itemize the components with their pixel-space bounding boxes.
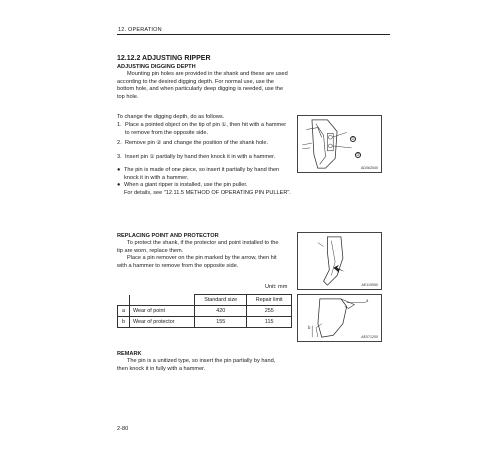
header-repair-limit: Repair limit	[247, 295, 292, 306]
table-unit: Unit: mm	[265, 284, 288, 290]
section-title: 12.12.2 ADJUSTING RIPPER	[117, 55, 211, 62]
subsection-title: ADJUSTING DIGGING DEPTH	[117, 64, 196, 70]
remark-title: REMARK	[117, 351, 142, 357]
remark-paragraph: The pin is a unitized type, so insert the pin partially by hand, then knock it in fully with a hammer.	[117, 358, 276, 372]
figure-code: AD062540	[361, 166, 378, 170]
note-2: ● When a giant ripper is installed, use the pin puller. For details, see "12.11.5 METHOD OF OPERATING PIN PULLER".	[117, 182, 291, 196]
figure-code: AE071200	[361, 335, 378, 339]
steps-lead: To change the digging depth, do as follows.	[117, 114, 225, 120]
subsection-title: REPLACING POINT AND PROTECTOR	[117, 233, 219, 239]
note-1: ● The pin is made of one piece, so insert it partially by hand then knock it in with a hammer.	[117, 167, 280, 181]
intro-line: Mounting pin holes are provided in the shank and these are used	[127, 71, 288, 77]
bullet-icon: ●	[117, 167, 121, 173]
intro-line: bottom hole, and when particularly deep digging is needed, use the	[117, 86, 284, 93]
intro-line: top hole.	[117, 93, 139, 100]
intro-line: according to the desired digging depth. For normal use, use the	[117, 78, 275, 85]
ripper-point-arrow-illustration	[298, 233, 381, 289]
figure-ripper-point	[297, 232, 382, 290]
wear-limit-table	[117, 294, 292, 328]
label-a: a	[366, 298, 369, 303]
step-1: 1. Place a pointed object on the tip of pin ①, then hit with a hammer to remove from the opposite side.	[117, 122, 302, 137]
figure-code: AE119550	[361, 283, 378, 287]
table-row: b Wear of protector 155 115	[118, 317, 292, 328]
step-text-cont: to remove from the opposite side.	[125, 129, 209, 136]
step-text: Remove pin ② and change the position of the shank hole.	[125, 140, 269, 146]
bullet-icon: ●	[117, 182, 121, 188]
header-standard-size: Standard size	[195, 295, 247, 306]
table-header-row	[118, 295, 292, 306]
figure-wear-dimensions	[297, 294, 382, 342]
callout-pin-2: ②	[356, 152, 360, 157]
figure-ripper-pins	[297, 115, 382, 173]
step-2: 2. Remove pin ② and change the position of the shank hole.	[117, 140, 269, 146]
table-row: a Wear of point 420 255	[118, 306, 292, 317]
section-header: 12. OPERATION	[118, 27, 162, 33]
header-rule	[117, 34, 390, 35]
ripper-shank-pin-illustration	[298, 116, 381, 172]
step-text: Insert pin ① partially by hand then knock it in with a hammer.	[125, 154, 276, 160]
intro-paragraph	[117, 71, 387, 101]
page-number: 2-80	[117, 426, 129, 432]
step-text: Place a pointed object on the tip of pin ①, then hit with a hammer	[125, 122, 287, 128]
callout-pin-1: ①	[351, 136, 355, 141]
replacing-paragraph: To protect the shank, if the protector and point installed to the tip are worn, replace them. Place a pin remover on the pin marked by the arrow, then hit with a hammer to remove from the opposite side.	[117, 240, 279, 269]
label-b: b	[308, 325, 311, 330]
step-3: 3. Insert pin ① partially by hand then knock it in with a hammer.	[117, 154, 276, 160]
